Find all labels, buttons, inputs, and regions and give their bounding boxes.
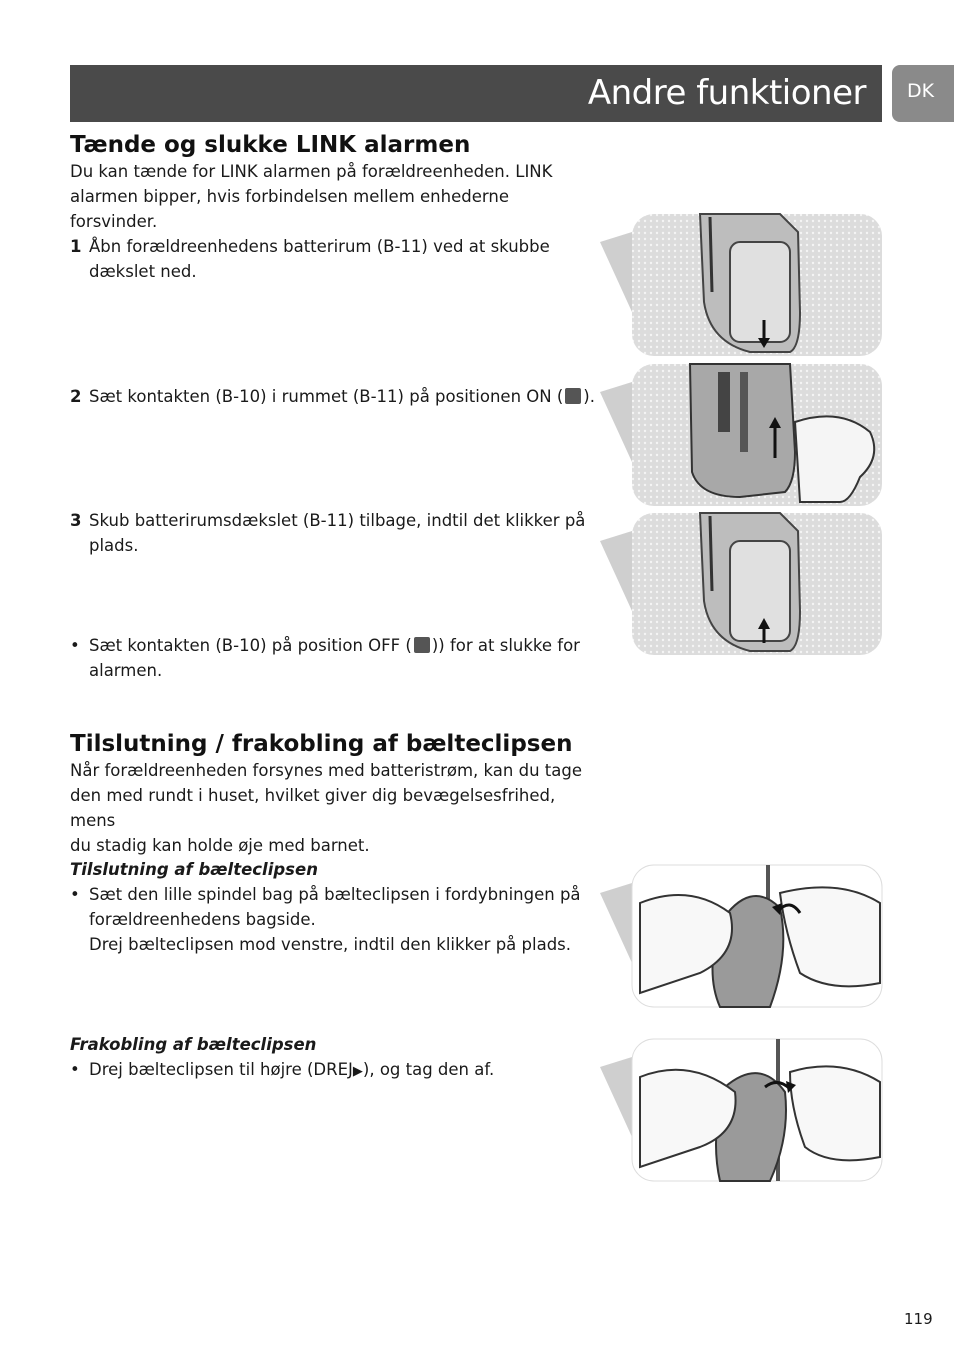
step-3 <box>70 508 600 558</box>
on-position-icon <box>565 388 581 404</box>
step-text: Åbn forældreenhedens batterirum (B-11) ved at skubbe <box>89 237 550 256</box>
step-number: 1 <box>70 237 82 256</box>
intro-line: Når forældreenheden forsynes med batteristrøm, kan du tage <box>70 761 582 780</box>
chapter-title: Andre funktioner <box>587 73 866 113</box>
intro-line: Du kan tænde for LINK alarmen på forældreenheden. LINK <box>70 162 553 181</box>
off-position-icon <box>414 637 430 653</box>
bullet-text: Sæt den lille spindel bag på bælteclipsen i fordybningen på <box>89 885 581 904</box>
subheading-detach: Frakobling af bælteclipsen <box>70 1035 317 1054</box>
step-text: ). <box>583 387 595 406</box>
bullet-text: forældreenhedens bagside. <box>89 910 316 929</box>
section2-intro <box>70 758 600 858</box>
bullet-text: alarmen. <box>89 661 163 680</box>
language-tab <box>892 65 954 122</box>
language-tab-label: DK <box>907 80 935 102</box>
step-text: plads. <box>89 536 139 555</box>
step-text: Skub batterirumsdækslet (B-11) tilbage, indtil det klikker på <box>89 511 586 530</box>
illustration-open-battery-cover <box>600 212 884 358</box>
page-number: 119 <box>904 1310 933 1328</box>
step-2 <box>70 384 600 409</box>
bullet-text: ), og tag den af. <box>362 1060 495 1079</box>
illustration-attach-clip <box>600 863 884 1009</box>
section-heading-link-alarm: Tænde og slukke LINK alarmen <box>70 132 471 158</box>
intro-line: du stadig kan holde øje med barnet. <box>70 836 370 855</box>
bullet-text: )) for at slukke for <box>431 636 580 655</box>
intro-line: alarmen bipper, hvis forbindelsen mellem enhederne forsvinder. <box>70 187 509 231</box>
bullet-dot: • <box>70 636 80 655</box>
subheading-attach: Tilslutning af bælteclipsen <box>70 860 318 879</box>
bullet-attach <box>70 882 600 957</box>
step-number: 2 <box>70 387 82 406</box>
intro-line: den med rundt i huset, hvilket giver dig bevægelsesfrihed, mens <box>70 786 556 830</box>
illustration-switch-on <box>600 362 884 508</box>
play-arrow-icon: ▶ <box>352 1064 363 1079</box>
section1-intro <box>70 159 600 234</box>
section-heading-belt-clip: Tilslutning / frakobling af bælteclipsen <box>70 731 573 757</box>
step-number: 3 <box>70 511 82 530</box>
chapter-header-bar <box>70 65 882 122</box>
step-1 <box>70 234 600 284</box>
step-text: dækslet ned. <box>89 262 197 281</box>
illustration-close-battery-cover <box>600 511 884 657</box>
bullet-text: Drej bælteclipsen mod venstre, indtil den klikker på plads. <box>89 935 572 954</box>
bullet-text: Drej bælteclipsen til højre (DREJ <box>89 1060 353 1079</box>
bullet-dot: • <box>70 1060 80 1079</box>
bullet-detach <box>70 1057 600 1084</box>
bullet-text: Sæt kontakten (B-10) på position OFF ( <box>89 636 412 655</box>
illustration-detach-clip <box>600 1037 884 1183</box>
bullet-dot: • <box>70 885 80 904</box>
step-text: Sæt kontakten (B-10) i rummet (B-11) på positionen ON ( <box>89 387 564 406</box>
bullet-off <box>70 633 600 683</box>
